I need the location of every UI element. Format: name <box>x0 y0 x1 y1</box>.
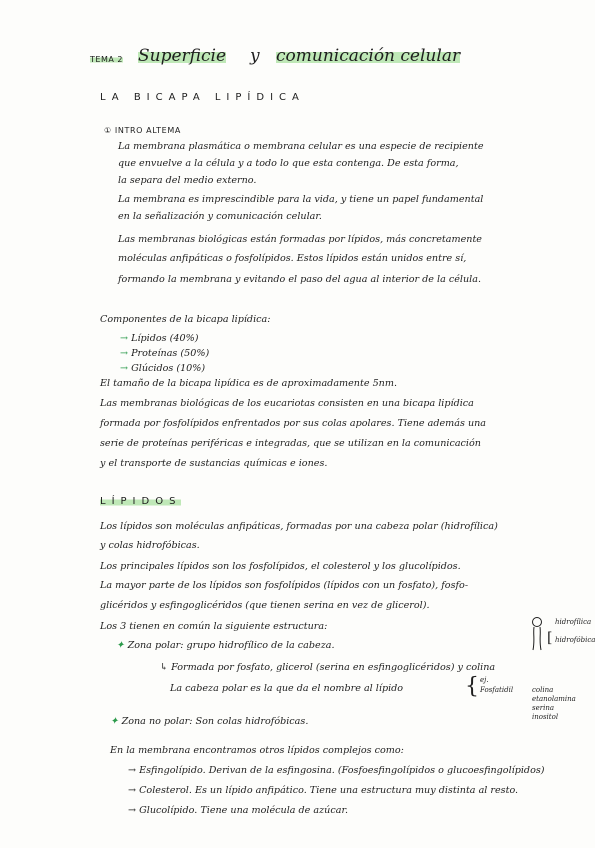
text-line: serie de proteínas periféricas e integradas, que se utilizan en la comunicación <box>100 438 481 449</box>
lipid-molecule-icon <box>527 616 547 656</box>
text-line: Los lípidos son moléculas anfipáticas, formadas por una cabeza polar (hidrofílica) <box>100 521 498 532</box>
text-line: que envuelve a la célula y a todo lo que esta contenga. De esta forma, <box>118 158 459 169</box>
arrow-right-icon: → <box>120 348 132 359</box>
polar-zone-item: ✦ Zona polar: grupo hidrofílico de la cabeza. <box>116 640 335 651</box>
star-icon: ✦ <box>116 640 128 651</box>
component-item: → Lípidos (40%) <box>120 333 199 344</box>
text-line: La membrana es imprescindible para la vida, y tiene un papel fundamental <box>118 194 484 205</box>
arrow-right-icon: → <box>128 785 140 796</box>
text-line: Las membranas biológicas de los eucariotas consisten en una bicapa lipídica <box>100 398 474 409</box>
text-line: La membrana plasmática o membrana celular es una especie de recipiente <box>118 141 484 152</box>
nonpolar-zone-item: ✦ Zona no polar: Son colas hidrofóbicas. <box>110 716 309 727</box>
complex-lipid-item: → Glucolípido. Tiene una molécula de azúcar. <box>128 805 349 816</box>
text-line: en la señalización y comunicación celular. <box>118 211 322 222</box>
text-line: Los 3 tienen en común la siguiente estructura: <box>100 621 328 632</box>
component-item: → Glúcidos (10%) <box>120 363 206 374</box>
text-line: formando la membrana y evitando el paso del agua al interior de la célula. <box>118 274 482 285</box>
arrow-right-icon: → <box>120 333 132 344</box>
polar-zone-head-note: La cabeza polar es la que da el nombre al lípido <box>170 683 404 694</box>
head-serina: serina <box>532 704 555 712</box>
text-line: la separa del medio externo. <box>118 175 257 186</box>
text-line: En la membrana encontramos otros lípidos complejos como: <box>110 745 404 756</box>
component-item: → Proteínas (50%) <box>120 348 210 359</box>
head-etanolamina: etanolamina <box>532 695 576 703</box>
tema-label: TEMA 2 <box>90 55 123 64</box>
text-line: Los principales lípidos son los fosfolípidos, el colesterol y los glucolípidos. <box>100 561 461 572</box>
text-line: La mayor parte de los lípidos son fosfolípidos (lípidos con un fosfato), fosfo- <box>100 580 469 591</box>
page-title-part1: Superficie <box>138 46 227 66</box>
section-heading-lipidos: LÍPIDOS <box>100 496 182 507</box>
text-line: El tamaño de la bicapa lipídica es de aproximadamente 5nm. <box>100 378 397 389</box>
subheading-intro: ① INTRO ALTEMA <box>104 126 181 135</box>
text-line: y el transporte de sustancias químicas e iones. <box>100 458 328 469</box>
head-inositol: inositol <box>532 713 559 721</box>
label-hydrophobic: hidrofóbica <box>555 636 595 644</box>
text-line: Las membranas biológicas están formadas por lípidos, más concretamente <box>118 234 482 245</box>
head-colina: colina <box>532 686 554 694</box>
arrow-hook-icon: ↳ <box>160 662 172 673</box>
complex-lipid-item: → Esfingolípido. Derivan de la esfingosina. (Fosfoesfingolípidos o glucoesfingolípidos) <box>128 765 545 776</box>
example-label: ej. <box>480 676 489 684</box>
section-heading-bicapa: LA BICAPA LIPÍDICA <box>100 92 305 103</box>
fosfatidil-label: Fosfatidil <box>480 686 514 694</box>
text-line: glicéridos y esfingoglicéridos (que tienen serina en vez de glicerol). <box>100 600 430 611</box>
arrow-right-icon: → <box>128 765 140 776</box>
page-title-part3: comunicación celular <box>276 46 461 66</box>
components-title: Componentes de la bicapa lipídica: <box>100 314 271 325</box>
arrow-right-icon: → <box>120 363 132 374</box>
polar-zone-detail: ↳ Formada por fosfato, glicerol (serina en esfingoglicéridos) y colina <box>160 662 496 673</box>
brace: { <box>465 674 479 699</box>
star-icon: ✦ <box>110 716 122 727</box>
complex-lipid-item: → Colesterol. Es un lípido anfipático. Tiene una estructura muy distinta al resto. <box>128 785 519 796</box>
label-hydrophilic: hidrofílica <box>555 618 592 626</box>
text-line: moléculas anfipáticas o fosfolípidos. Estos lípidos están unidos entre sí, <box>118 253 467 264</box>
page-title-part2: y <box>250 46 260 66</box>
text-line: formada por fosfolípidos enfrentados por sus colas apolares. Tiene además una <box>100 418 487 429</box>
bracket: [ <box>547 630 553 646</box>
arrow-right-icon: → <box>128 805 140 816</box>
text-line: y colas hidrofóbicas. <box>100 540 200 551</box>
